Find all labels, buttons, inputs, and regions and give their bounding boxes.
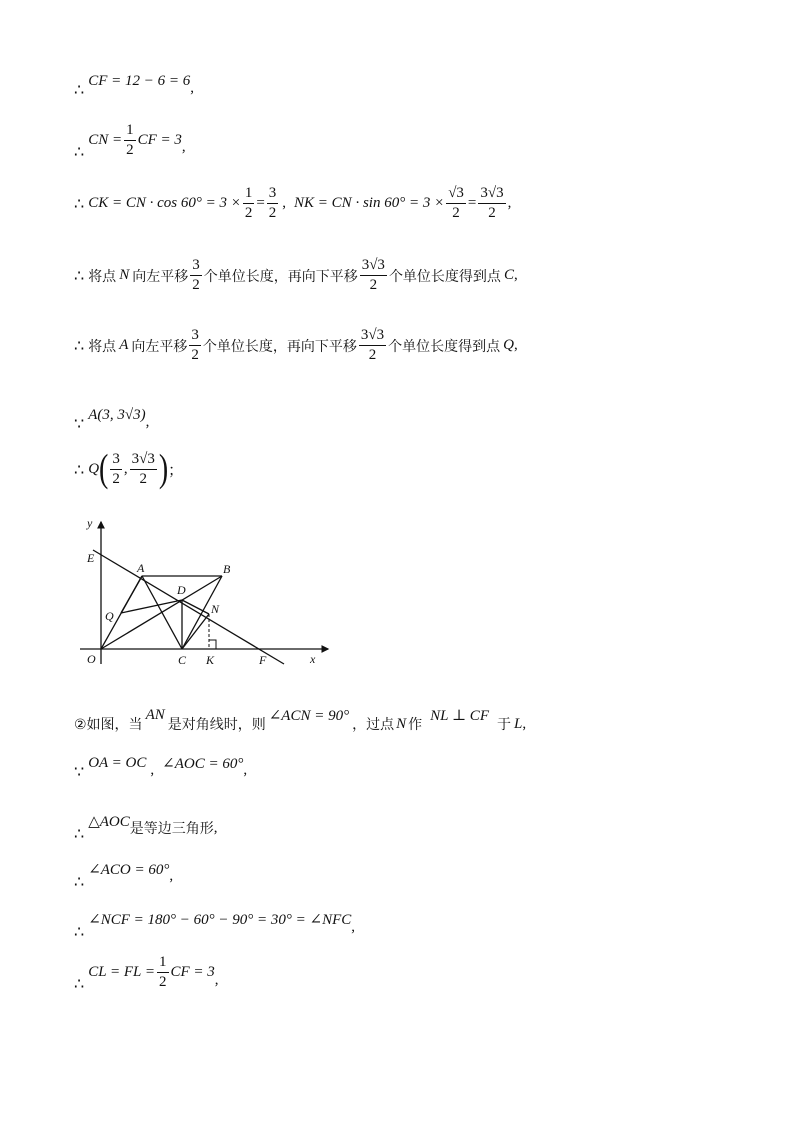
step-aco: ∴ ∠ACO = 60° ,	[74, 861, 174, 891]
fraction: $\frac{3}{2}$	[268, 185, 277, 221]
point-a: A	[119, 337, 129, 353]
therefore-symbol: ∴	[74, 826, 85, 843]
math-cf: CF = 12 − 6 = 6	[88, 72, 191, 89]
fraction: $\frac{1}{2}$	[244, 185, 253, 221]
punct: ,	[513, 337, 518, 353]
math-ck: CK = CN · cos 60° = 3 ×	[88, 195, 241, 211]
because-symbol: ∵	[74, 764, 85, 781]
label-b: B	[223, 562, 231, 576]
segment-cn	[182, 614, 209, 649]
punct: ,	[282, 195, 287, 211]
punct: ,	[507, 195, 512, 211]
punct: ,	[181, 138, 186, 155]
point-q-label: Q	[88, 461, 100, 477]
label-n: N	[211, 602, 220, 616]
step-cn	[74, 118, 186, 162]
equals: =	[467, 195, 477, 211]
punct: ,	[513, 267, 518, 283]
step-point-a	[74, 396, 149, 434]
step-oa-oc: ∵ OA = OC , ∠AOC = 60° ,	[74, 754, 248, 781]
therefore-symbol: ∴	[74, 461, 85, 479]
step-point-q: ∴ Q ( $\frac{3}{2}$ , $\frac{3√3}{2}$ ) ；	[74, 447, 184, 491]
therefore-symbol: ∴	[74, 144, 85, 161]
right-angle-mark	[209, 640, 216, 649]
geometry-figure	[70, 512, 340, 672]
label-y: y	[87, 516, 93, 530]
coord-a: A(3, 3√3)	[88, 406, 146, 423]
equals: =	[256, 195, 265, 211]
math-nk: NK = CN · sin 60° = 3 ×	[294, 195, 445, 211]
math-an: AN	[145, 706, 165, 723]
therefore-symbol: ∴	[74, 267, 85, 285]
point-q: Q	[503, 337, 514, 353]
label-x: x	[310, 652, 316, 666]
fraction: $\frac{3}{2}$	[192, 257, 200, 293]
punct: ,	[145, 413, 150, 430]
label-o: O	[87, 652, 96, 666]
step-cf	[74, 62, 194, 100]
math-acn: ∠ACN = 90°	[268, 707, 350, 724]
math-cf-3: CF = 3	[137, 131, 182, 148]
step-equilateral: ∴ △AOC 是等边三角形 ,	[74, 813, 218, 843]
fraction: $\frac{3√3}{2}$	[131, 451, 155, 487]
label-f: F	[259, 653, 267, 667]
therefore-symbol: ∴	[74, 82, 85, 99]
label-e: E	[87, 551, 95, 565]
label-k: K	[206, 653, 215, 667]
segment-ob	[101, 576, 222, 649]
segment-qa	[121, 576, 142, 613]
therefore-symbol: ∴	[74, 924, 85, 941]
fraction: $\frac{3}{2}$	[112, 451, 120, 487]
fraction: $\frac{3√3}{2}$	[360, 327, 385, 363]
paren-right: )	[158, 447, 169, 491]
line-ef	[93, 550, 284, 664]
punct: ；	[168, 463, 184, 479]
fraction: $\frac{3}{2}$	[191, 327, 199, 363]
math-nl: NL ⊥ CF	[430, 707, 489, 724]
fraction: $\frac{3√3}{2}$	[480, 185, 504, 221]
point-n: N	[119, 267, 130, 283]
step-translate-a: ∴ 将点 A 向左平移 $\frac{3}{2}$ 个单位长度，再向下平移 $\frac{3√3}{2}$ 个单位长度得到点 Q ,	[74, 327, 518, 363]
paren-left: (	[99, 447, 109, 491]
fraction: $\frac{3√3}{2}$	[361, 257, 385, 293]
label-c: C	[178, 653, 187, 667]
therefore-symbol: ∴	[74, 195, 85, 213]
therefore-symbol: ∴	[74, 976, 85, 993]
punct: ,	[190, 79, 194, 96]
label-q: Q	[105, 609, 114, 623]
step-case-2: ②如图，当 AN 是对角线时，则 ∠ACN = 90° ，过点 N 作 NL ⊥ CF 于 L ,	[74, 706, 527, 733]
fraction-half: $\frac{1}{2}$	[126, 121, 134, 158]
because-symbol: ∵	[74, 416, 85, 433]
step-translate-n: ∴ 将点 N 向左平移 $\frac{3}{2}$ 个单位长度，再向下平移 $\frac{3√3}{2}$ 个单位长度得到点 C ,	[74, 257, 518, 293]
therefore-symbol: ∴	[74, 874, 85, 891]
step-ncf: ∴ ∠NCF = 180° − 60° − 90° = 30° = ∠NFC ,	[74, 911, 356, 941]
point-c: C	[503, 267, 514, 283]
step-ck-nk	[74, 186, 511, 221]
label-a: A	[137, 561, 145, 575]
step-cl-fl: ∴ CL = FL = $\frac{1}{2}$ CF = 3 ,	[74, 953, 219, 993]
label-d: D	[177, 583, 186, 597]
segment-qd	[121, 600, 182, 613]
fraction-half: $\frac{1}{2}$	[159, 953, 167, 990]
therefore-symbol: ∴	[74, 337, 85, 355]
math-cn: CN =	[88, 131, 123, 148]
fraction: $\frac{√3}{2}$	[448, 185, 464, 221]
